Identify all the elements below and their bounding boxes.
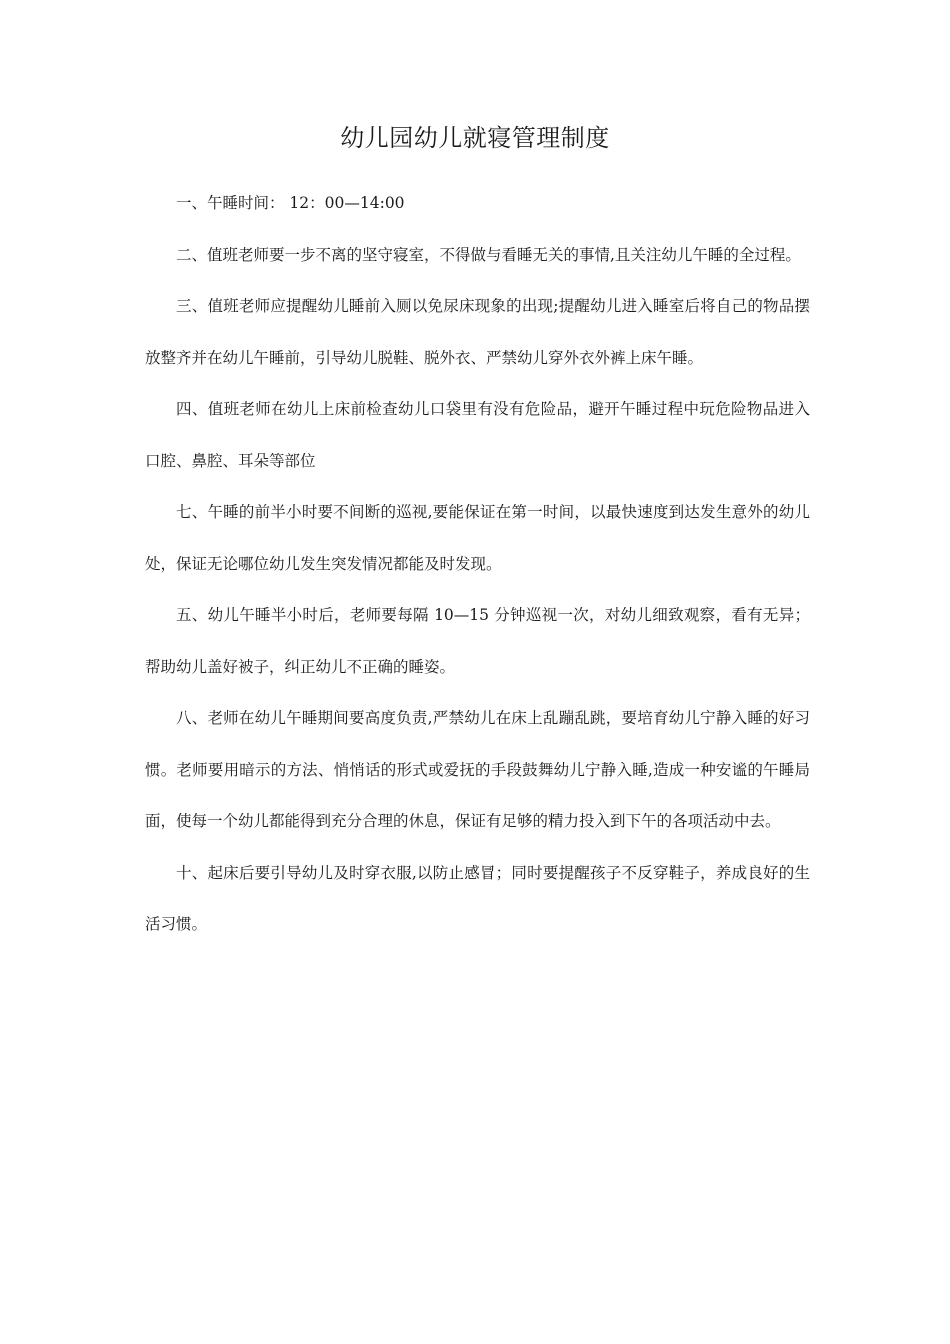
paragraph-duty-teacher-stay: 二、值班老师要一步不离的坚守寝室，不得做与看睡无关的事情,且关注幼儿午睡的全过程。 [176, 245, 801, 264]
document-body [145, 178, 810, 951]
paragraph-patrol-interval: 五、幼儿午睡半小时后，老师要每隔 10—15 分钟巡视一次，对幼儿细致观察，看有无异；帮助幼儿盖好被子，纠正幼儿不正确的睡姿。 [145, 606, 810, 676]
paragraph-toilet-reminder: 三、值班老师应提醒幼儿睡前入厕以免尿床现象的出现;提醒幼儿进入睡室后将自己的物品摆放整齐并在幼儿午睡前，引导幼儿脱鞋、脱外衣、严禁幼儿穿外衣外裤上床午睡。 [145, 297, 810, 367]
paragraph-wake-up-dressing: 十、起床后要引导幼儿及时穿衣服,以防止感冒；同时要提醒孩子不反穿鞋子，养成良好的生活习惯。 [145, 863, 810, 933]
paragraph-quiet-sleep: 八、老师在幼儿午睡期间要高度负责,严禁幼儿在床上乱蹦乱跳，要培育幼儿宁静入睡的好习惯。老师要用暗示的方法、悄悄话的形式或爱抚的手段鼓舞幼儿宁静入睡,造成一种安谧的午睡局面，使每一个幼儿都能得到充分合理的休息，保证有足够的精力投入到下午的各项活动中去。 [145, 709, 810, 830]
paragraph-patrol-first-half-hour: 七、午睡的前半小时要不间断的巡视,要能保证在第一时间，以最快速度到达发生意外的幼儿处，保证无论哪位幼儿发生突发情况都能及时发现。 [145, 503, 810, 573]
paragraph-pocket-check: 四、值班老师在幼儿上床前检查幼儿口袋里有没有危险品，避开午睡过程中玩危险物品进入口腔、鼻腔、耳朵等部位 [145, 400, 810, 470]
paragraph-nap-time: 一、午睡时间： 12：00—14:00 [176, 194, 405, 212]
page-title: 幼儿园幼儿就寝管理制度 [340, 124, 610, 152]
